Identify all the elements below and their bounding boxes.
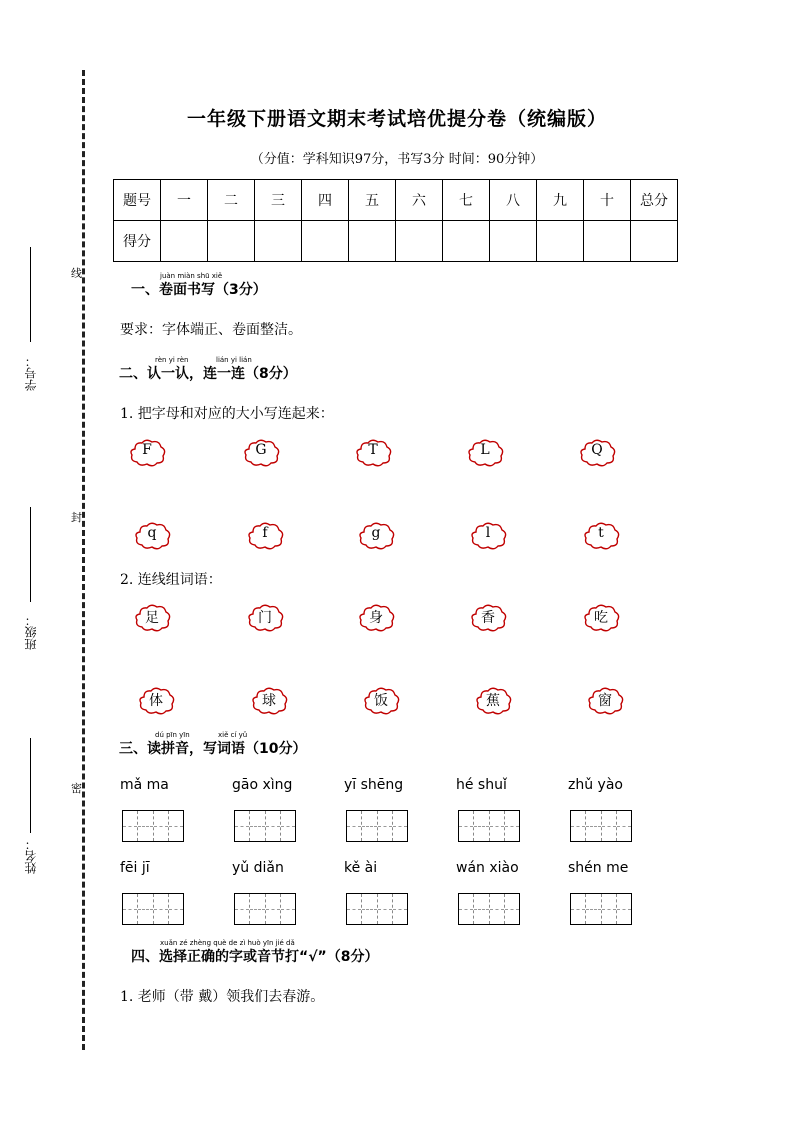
score-cell[interactable] [161, 221, 208, 262]
writing-grid[interactable] [458, 893, 520, 925]
section4-q1: 1. 老师（带 戴）领我们去春游。 [120, 989, 325, 1005]
writing-grid[interactable] [346, 810, 408, 842]
score-header-cell: 七 [443, 180, 490, 221]
score-cell[interactable] [537, 221, 584, 262]
lower-letter-char: g [371, 525, 381, 541]
xingming-label: 姓名： [24, 838, 38, 874]
score-header-cell: 八 [490, 180, 537, 221]
xuehao-label: 学号： [24, 355, 38, 391]
lower-letter-char: q [147, 525, 157, 541]
score-cell[interactable] [631, 221, 678, 262]
lower-letter-char: f [262, 525, 268, 541]
upper-letter-cloud[interactable] [467, 439, 503, 465]
word-top-char: 吃 [594, 610, 608, 626]
word-bottom-char: 蕉 [486, 693, 500, 709]
upper-letter-char: Q [591, 442, 603, 458]
pinyin-word: shén me [568, 860, 629, 876]
score-header-cell: 十 [584, 180, 631, 221]
word-bottom-cloud[interactable] [475, 687, 511, 713]
lower-letter-cloud[interactable] [134, 522, 170, 548]
score-table [113, 179, 678, 262]
upper-letter-cloud[interactable] [355, 439, 391, 465]
score-header-cell: 题号 [114, 180, 161, 221]
upper-letter-char: F [142, 442, 152, 458]
banji-label: 班级： [24, 614, 38, 650]
section2-pinyin-b: lián yi lián [216, 356, 252, 364]
score-cell[interactable] [490, 221, 537, 262]
score-cell[interactable] [396, 221, 443, 262]
section2-title: 二、认一认，连一连（8分） [119, 366, 297, 382]
section1-requirement: 要求：字体端正、卷面整洁。 [120, 322, 302, 338]
score-value-row [114, 221, 678, 262]
score-header-cell: 四 [302, 180, 349, 221]
word-top-char: 足 [145, 610, 159, 626]
section3-pinyin-b: xiě cí yǔ [218, 731, 248, 739]
pinyin-word: gāo xìng [232, 777, 293, 793]
word-top-cloud[interactable] [134, 604, 170, 630]
word-top-char: 身 [369, 610, 383, 626]
page-title: 一年级下册语文期末考试培优提分卷（统编版） [186, 108, 607, 130]
writing-grid[interactable] [234, 810, 296, 842]
score-header-cell: 总分 [631, 180, 678, 221]
writing-grid[interactable] [458, 810, 520, 842]
section2-q2: 2. 连线组词语： [120, 572, 222, 588]
score-cell[interactable] [302, 221, 349, 262]
word-bottom-cloud[interactable] [363, 687, 399, 713]
pinyin-word: yī shēng [344, 777, 404, 793]
score-cell[interactable] [255, 221, 302, 262]
word-bottom-cloud[interactable] [251, 687, 287, 713]
upper-letter-char: T [368, 442, 378, 458]
pinyin-word: kě ài [344, 860, 378, 876]
word-top-cloud[interactable] [583, 604, 619, 630]
pinyin-word: wán xiào [456, 860, 519, 876]
pinyin-word: mǎ ma [120, 777, 169, 793]
score-cell[interactable] [443, 221, 490, 262]
word-bottom-cloud[interactable] [138, 687, 174, 713]
upper-letter-char: L [480, 442, 490, 458]
bind-char-xian: 线 [71, 262, 82, 284]
word-top-char: 门 [258, 610, 272, 626]
section4-title: 四、选择正确的字或音节打“√”（8分） [131, 949, 379, 965]
writing-grid[interactable] [234, 893, 296, 925]
section2-q1: 1. 把字母和对应的大小写连起来： [120, 406, 334, 422]
word-bottom-char: 球 [262, 693, 276, 709]
word-top-char: 香 [481, 610, 495, 626]
section2-pinyin-a: rèn yi rèn [155, 356, 189, 364]
score-cell[interactable] [208, 221, 255, 262]
word-bottom-cloud[interactable] [587, 687, 623, 713]
section1-title: 一、卷面书写（3分） [131, 282, 267, 298]
lower-letter-char: t [598, 525, 604, 541]
lower-letter-cloud[interactable] [583, 522, 619, 548]
score-header-cell: 六 [396, 180, 443, 221]
xingming-line[interactable] [30, 738, 31, 833]
pinyin-word: hé shuǐ [456, 777, 507, 793]
section3-pinyin-a: dú pīn yīn [155, 731, 190, 739]
score-row-label: 得分 [114, 221, 161, 262]
upper-letter-cloud[interactable] [579, 439, 615, 465]
lower-letter-cloud[interactable] [470, 522, 506, 548]
bind-char-mi: 密 [71, 777, 82, 799]
binding-line [82, 70, 85, 1050]
upper-letter-cloud[interactable] [243, 439, 279, 465]
pinyin-word: fēi jī [120, 860, 150, 876]
score-header-cell: 九 [537, 180, 584, 221]
section1-pinyin: juàn miàn shū xiě [160, 272, 223, 280]
score-header-cell: 二 [208, 180, 255, 221]
word-bottom-char: 窗 [598, 693, 612, 709]
lower-letter-cloud[interactable] [358, 522, 394, 548]
word-top-cloud[interactable] [470, 604, 506, 630]
word-bottom-char: 体 [149, 693, 163, 709]
pinyin-word: zhǔ yào [568, 777, 623, 793]
writing-grid[interactable] [346, 893, 408, 925]
lower-letter-char: l [485, 525, 491, 541]
score-header-row [114, 180, 678, 221]
score-header-cell: 三 [255, 180, 302, 221]
section3-title: 三、读拼音，写词语（10分） [119, 741, 307, 757]
writing-grid[interactable] [122, 810, 184, 842]
section4-pinyin: xuǎn zé zhèng què de zì huò yīn jié dǎ [160, 939, 295, 947]
word-bottom-char: 饭 [374, 693, 388, 709]
upper-letter-cloud[interactable] [129, 439, 165, 465]
lower-letter-cloud[interactable] [247, 522, 283, 548]
score-cell[interactable] [349, 221, 396, 262]
writing-grid[interactable] [570, 810, 632, 842]
xuehao-line[interactable] [30, 247, 31, 342]
page-subtitle: （分值：学科知识97分，书写3分 时间：90分钟） [250, 152, 544, 167]
pinyin-word: yǔ diǎn [232, 860, 284, 876]
score-header-cell: 一 [161, 180, 208, 221]
banji-line[interactable] [30, 507, 31, 602]
bind-char-feng: 封 [71, 506, 82, 528]
score-cell[interactable] [584, 221, 631, 262]
word-top-cloud[interactable] [247, 604, 283, 630]
score-header-cell: 五 [349, 180, 396, 221]
writing-grid[interactable] [122, 893, 184, 925]
upper-letter-char: G [255, 442, 267, 458]
writing-grid[interactable] [570, 893, 632, 925]
word-top-cloud[interactable] [358, 604, 394, 630]
